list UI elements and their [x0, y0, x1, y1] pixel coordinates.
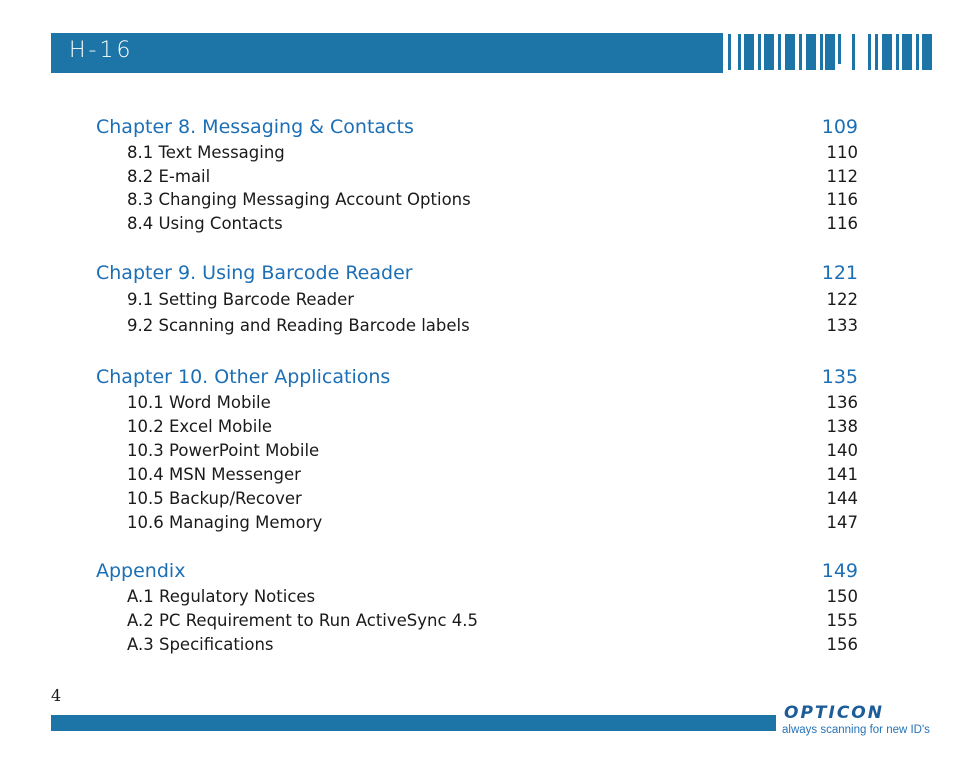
barcode-decoration-icon	[728, 34, 934, 70]
section-page: 116	[826, 190, 858, 209]
footer-bar	[51, 715, 776, 731]
section-title: 9.2 Scanning and Reading Barcode labels	[127, 316, 470, 335]
chapter-page: 135	[821, 366, 858, 388]
toc-section-10-4[interactable]	[127, 465, 858, 487]
page-number: 4	[51, 686, 62, 705]
section-title: 8.3 Changing Messaging Account Options	[127, 190, 471, 209]
toc-appendix[interactable]	[96, 560, 858, 584]
toc-section-10-5[interactable]	[127, 489, 858, 511]
section-page: 110	[826, 143, 858, 162]
section-title: 10.4 MSN Messenger	[127, 465, 301, 484]
header-title: H-16	[69, 38, 134, 63]
chapter-title: Chapter 10. Other Applications	[96, 366, 391, 388]
header-bar	[51, 33, 723, 73]
toc-section-10-1[interactable]	[127, 393, 858, 415]
chapter-title: Appendix	[96, 560, 186, 582]
toc-chapter-8[interactable]	[96, 116, 858, 140]
section-page: 136	[826, 393, 858, 412]
section-title: 10.3 PowerPoint Mobile	[127, 441, 320, 460]
section-title: 8.2 E-mail	[127, 167, 211, 186]
toc-section-a-2[interactable]	[127, 611, 858, 633]
chapter-page: 109	[821, 116, 858, 138]
toc-section-10-3[interactable]	[127, 441, 858, 463]
toc-chapter-9[interactable]	[96, 262, 858, 286]
section-title: 10.1 Word Mobile	[127, 393, 271, 412]
section-title: A.2 PC Requirement to Run ActiveSync 4.5	[127, 611, 479, 630]
toc-section-8-1[interactable]	[127, 143, 858, 165]
section-page: 147	[826, 513, 858, 532]
section-page: 116	[826, 214, 858, 233]
section-page: 150	[826, 587, 858, 606]
section-page: 156	[826, 635, 858, 654]
chapter-title: Chapter 8. Messaging & Contacts	[96, 116, 414, 138]
toc-section-10-6[interactable]	[127, 513, 858, 535]
toc-section-8-3[interactable]	[127, 190, 858, 212]
section-page: 141	[826, 465, 858, 484]
toc-chapter-10[interactable]	[96, 366, 858, 390]
toc-section-8-2[interactable]	[127, 167, 858, 189]
section-title: A.3 Specifications	[127, 635, 274, 654]
section-page: 133	[826, 316, 858, 335]
section-page: 155	[826, 611, 858, 630]
section-page: 112	[826, 167, 858, 186]
section-page: 138	[826, 417, 858, 436]
section-title: 8.4 Using Contacts	[127, 214, 283, 233]
chapter-page: 149	[821, 560, 858, 582]
section-page: 122	[826, 290, 858, 309]
section-page: 140	[826, 441, 858, 460]
section-title: 10.5 Backup/Recover	[127, 489, 302, 508]
toc-section-9-1[interactable]	[127, 290, 858, 312]
chapter-title: Chapter 9. Using Barcode Reader	[96, 262, 413, 284]
toc-section-a-1[interactable]	[127, 587, 858, 609]
section-title: 10.2 Excel Mobile	[127, 417, 273, 436]
brand-tagline: always scanning for new ID's	[782, 724, 930, 736]
section-title: 10.6 Managing Memory	[127, 513, 323, 532]
section-page: 144	[826, 489, 858, 508]
toc-section-8-4[interactable]	[127, 214, 858, 236]
chapter-page: 121	[821, 262, 858, 284]
toc-section-10-2[interactable]	[127, 417, 858, 439]
opticon-logo: OPTICON	[784, 703, 884, 723]
toc-section-a-3[interactable]	[127, 635, 858, 657]
section-title: A.1 Regulatory Notices	[127, 587, 316, 606]
section-title: 8.1 Text Messaging	[127, 143, 285, 162]
toc-section-9-2[interactable]	[127, 316, 858, 338]
section-title: 9.1 Setting Barcode Reader	[127, 290, 355, 309]
